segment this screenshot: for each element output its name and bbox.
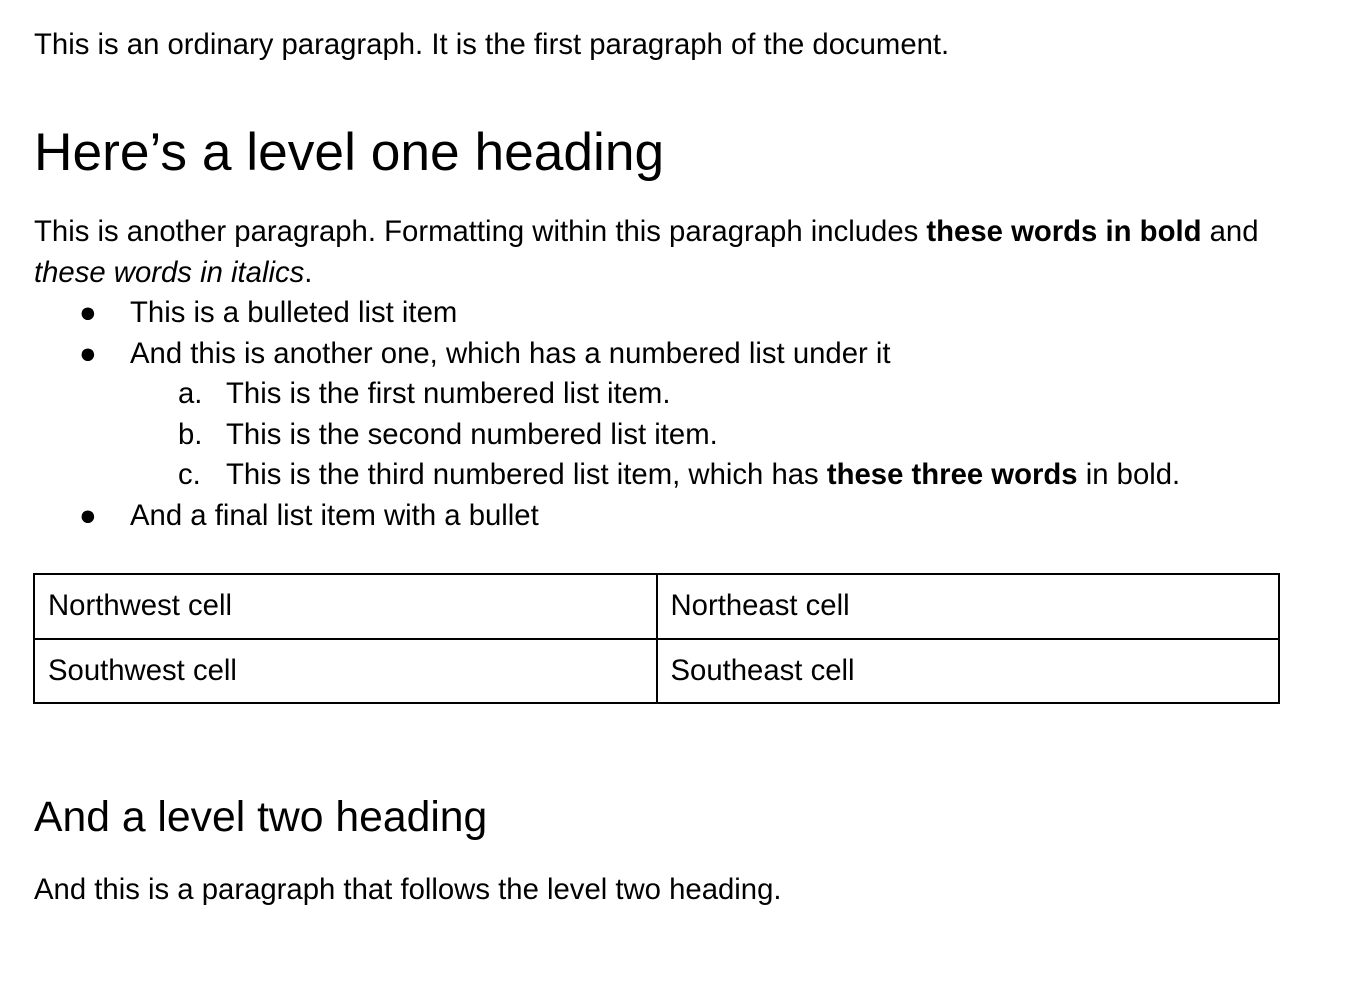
bullet-marker: ● <box>79 336 97 370</box>
list-item-numbered <box>130 415 1326 456</box>
content-table <box>33 573 1280 704</box>
list-item-numbered <box>130 455 1326 496</box>
letter-marker: a. <box>178 377 203 411</box>
table-row <box>34 574 1279 639</box>
list-item-bullet <box>34 334 1326 496</box>
heading-level-2: And a level two heading <box>34 793 488 842</box>
table-cell-southeast: Southeast cell <box>657 639 1280 704</box>
letter-marker: c. <box>178 458 201 492</box>
letter-marker: b. <box>178 417 203 451</box>
list-item-text: This is the second numbered list item. <box>226 417 718 451</box>
list-item-text: This is the third numbered list item, which has these three words in bold. <box>226 458 1181 492</box>
list-item-bullet <box>34 496 1326 537</box>
table-cell-southwest: Southwest cell <box>34 639 657 704</box>
list-item-bullet <box>34 293 1326 334</box>
list-item-text: This is the first numbered list item. <box>226 377 671 411</box>
paragraph-intro: This is an ordinary paragraph. It is the first paragraph of the document. <box>34 28 950 61</box>
bullet-marker: ● <box>79 296 97 330</box>
paragraph-after-h2: And this is a paragraph that follows the level two heading. <box>34 872 782 906</box>
table-cell-northeast: Northeast cell <box>657 574 1280 639</box>
heading-level-1: Here’s a level one heading <box>34 122 665 182</box>
list-item-text: And a final list item with a bullet <box>130 498 539 532</box>
paragraph-formatted: This is another paragraph. Formatting within this paragraph includes these words in bold and these words in italics. <box>34 215 1259 289</box>
table-cell-northwest: Northwest cell <box>34 574 657 639</box>
list-item-numbered <box>130 374 1326 415</box>
numbered-list <box>130 374 1326 496</box>
list-item-text: And this is another one, which has a numbered list under it <box>130 336 891 370</box>
list-item-text: This is a bulleted list item <box>130 296 458 330</box>
bullet-marker: ● <box>79 498 97 532</box>
bullet-list <box>34 293 1326 536</box>
table-row <box>34 639 1279 704</box>
